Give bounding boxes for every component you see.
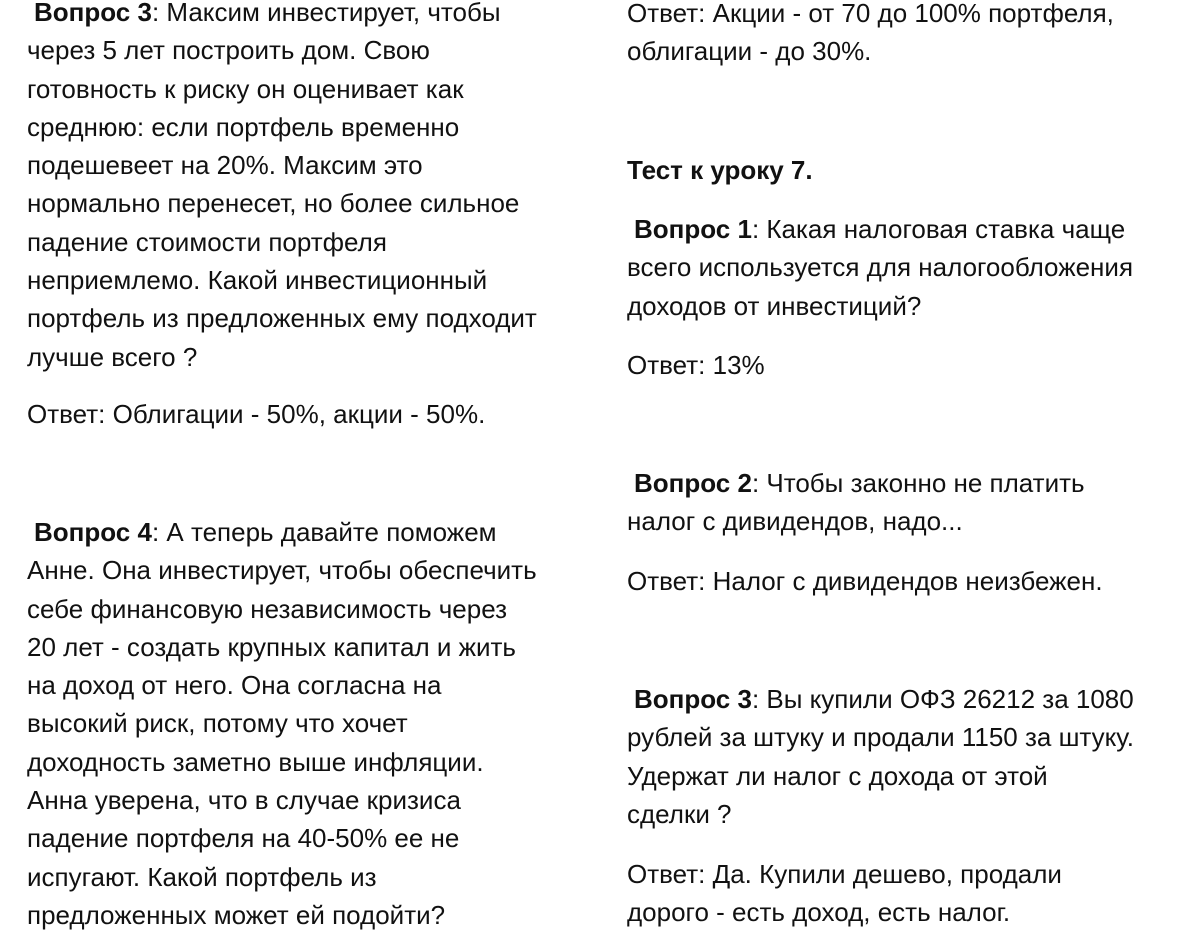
question-3-text: : Максим инвестирует, чтобы через 5 лет построить дом. Свою готовность к риску он оценивает как среднюю: если портфель временно подешевеет на 20%. Максим это нормально перенесет, но более сильное падение стоимости портфеля неприемлемо. Какой инвестиционный портфель из предложенных ему подходит лучше всего ? [27,0,537,372]
question-1-text: : Какая налоговая ставка чаще всего используется для налогообложения доходов от инвестиций? [627,214,1134,321]
question-3-label: Вопрос 3 [34,0,152,27]
lesson-7-heading: Тест к уроку 7. [627,155,813,185]
question-4-label: Вопрос 4 [34,517,152,547]
question-3-left [27,0,587,376]
previous-answer: Ответ: Акции - от 70 до 100% портфеля, облигации - до 30%. [627,0,1114,67]
question-3-right [627,680,1187,833]
question-1 [627,210,1187,325]
question-2 [627,464,1187,541]
question-3-right-text: : Вы купили ОФЗ 26212 за 1080 рублей за штуку и продали 1150 за штуку. Удержат ли налог с дохода от этой сделки ? [627,684,1134,829]
question-3-right-answer: Ответ: Да. Купили дешево, продали дорого - есть доход, есть налог. [627,859,1062,928]
question-3-answer: Ответ: Облигации - 50%, акции - 50%. [27,399,486,429]
question-1-answer: Ответ: 13% [627,350,765,380]
question-4-left [27,513,587,934]
question-3-right-label: Вопрос 3 [634,684,752,714]
question-2-answer: Ответ: Налог с дивидендов неизбежен. [627,566,1103,596]
question-2-label: Вопрос 2 [634,468,752,498]
question-2-text: : Чтобы законно не платить налог с дивидендов, надо... [627,468,1085,537]
question-1-label: Вопрос 1 [634,214,752,244]
question-4-text: : А теперь давайте поможем Анне. Она инвестирует, чтобы обеспечить себе финансовую независимость через 20 лет - создать крупных капитал и жить на доход от него. Она согласна на высокий риск, потому что хочет доходность заметно выше инфляции. Анна уверена, что в случае кризиса падение портфеля на 40-50% ее не испугают. Какой портфель из предложенных может ей подойти? [27,517,537,930]
